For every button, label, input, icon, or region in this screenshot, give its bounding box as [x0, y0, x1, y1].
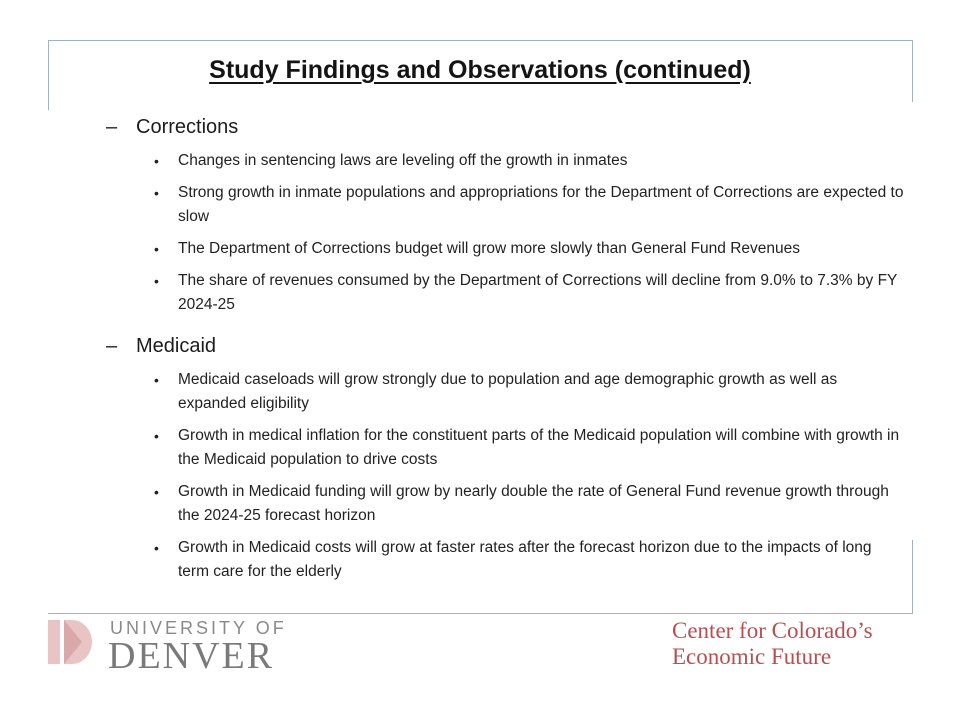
bullet-text: Growth in medical inflation for the constituent parts of the Medicaid population will combine with growth in the Medicaid population to drive costs	[178, 427, 900, 468]
bullet-item	[106, 480, 906, 528]
dash-marker: –	[106, 116, 118, 138]
bullet-text: Strong growth in inmate populations and appropriations for the Department of Corrections are expected to slow	[178, 184, 904, 225]
bullet-text: Growth in Medicaid funding will grow by nearly double the rate of General Fund revenue growth through the 2024-25 forecast horizon	[178, 483, 889, 524]
frame-right-rule-bottom	[912, 540, 913, 614]
ccef-logo-line1: Center for Colorado’s	[672, 618, 873, 643]
bullet-item	[106, 536, 906, 584]
ccef-logo-line2: Economic Future	[672, 644, 832, 669]
bullet-text: Medicaid caseloads will grow strongly due to population and age demographic growth as well as expanded eligibility	[178, 371, 838, 412]
bullet-list	[106, 149, 906, 317]
bullet-list	[106, 368, 906, 584]
bullet-dot-icon: •	[154, 273, 159, 289]
section-heading-text: Medicaid	[136, 335, 217, 357]
bullet-dot-icon: •	[154, 428, 159, 444]
bullet-dot-icon: •	[154, 372, 159, 388]
bullet-item	[106, 269, 906, 317]
bullet-dot-icon: •	[154, 484, 159, 500]
du-logo-line1: UNIVERSITY OF	[110, 618, 287, 638]
bullet-item	[106, 181, 906, 229]
bullet-dot-icon: •	[154, 185, 159, 201]
du-logo-line2: DENVER	[108, 635, 275, 677]
bullet-text: The share of revenues consumed by the Department of Corrections will decline from 9.0% to 7.3% by FY 2024-25	[178, 272, 898, 313]
section-heading	[106, 116, 906, 139]
bullet-item	[106, 424, 906, 472]
bullet-item	[106, 368, 906, 416]
bullet-dot-icon: •	[154, 153, 159, 169]
university-of-denver-logo	[48, 612, 288, 677]
bullet-text: The Department of Corrections budget will grow more slowly than General Fund Revenues	[178, 240, 801, 257]
bullet-dot-icon: •	[154, 540, 159, 556]
section-heading-text: Corrections	[136, 116, 239, 138]
bullet-item	[106, 149, 906, 173]
slide-title: Study Findings and Observations (continued)	[209, 56, 751, 84]
slide-body	[106, 112, 906, 592]
bullet-item	[106, 237, 906, 261]
bullet-text: Growth in Medicaid costs will grow at faster rates after the forecast horizon due to the impacts of long term care for the elderly	[178, 539, 872, 580]
bullet-text: Changes in sentencing laws are leveling off the growth in inmates	[178, 152, 628, 169]
section-medicaid	[106, 335, 906, 584]
bullet-dot-icon: •	[154, 241, 159, 257]
center-for-colorados-economic-future-logo	[672, 618, 912, 670]
section-heading	[106, 335, 906, 358]
dash-marker: –	[106, 335, 118, 357]
frame-top-rule	[48, 40, 913, 41]
section-corrections	[106, 116, 906, 317]
du-mark-icon	[48, 618, 94, 666]
